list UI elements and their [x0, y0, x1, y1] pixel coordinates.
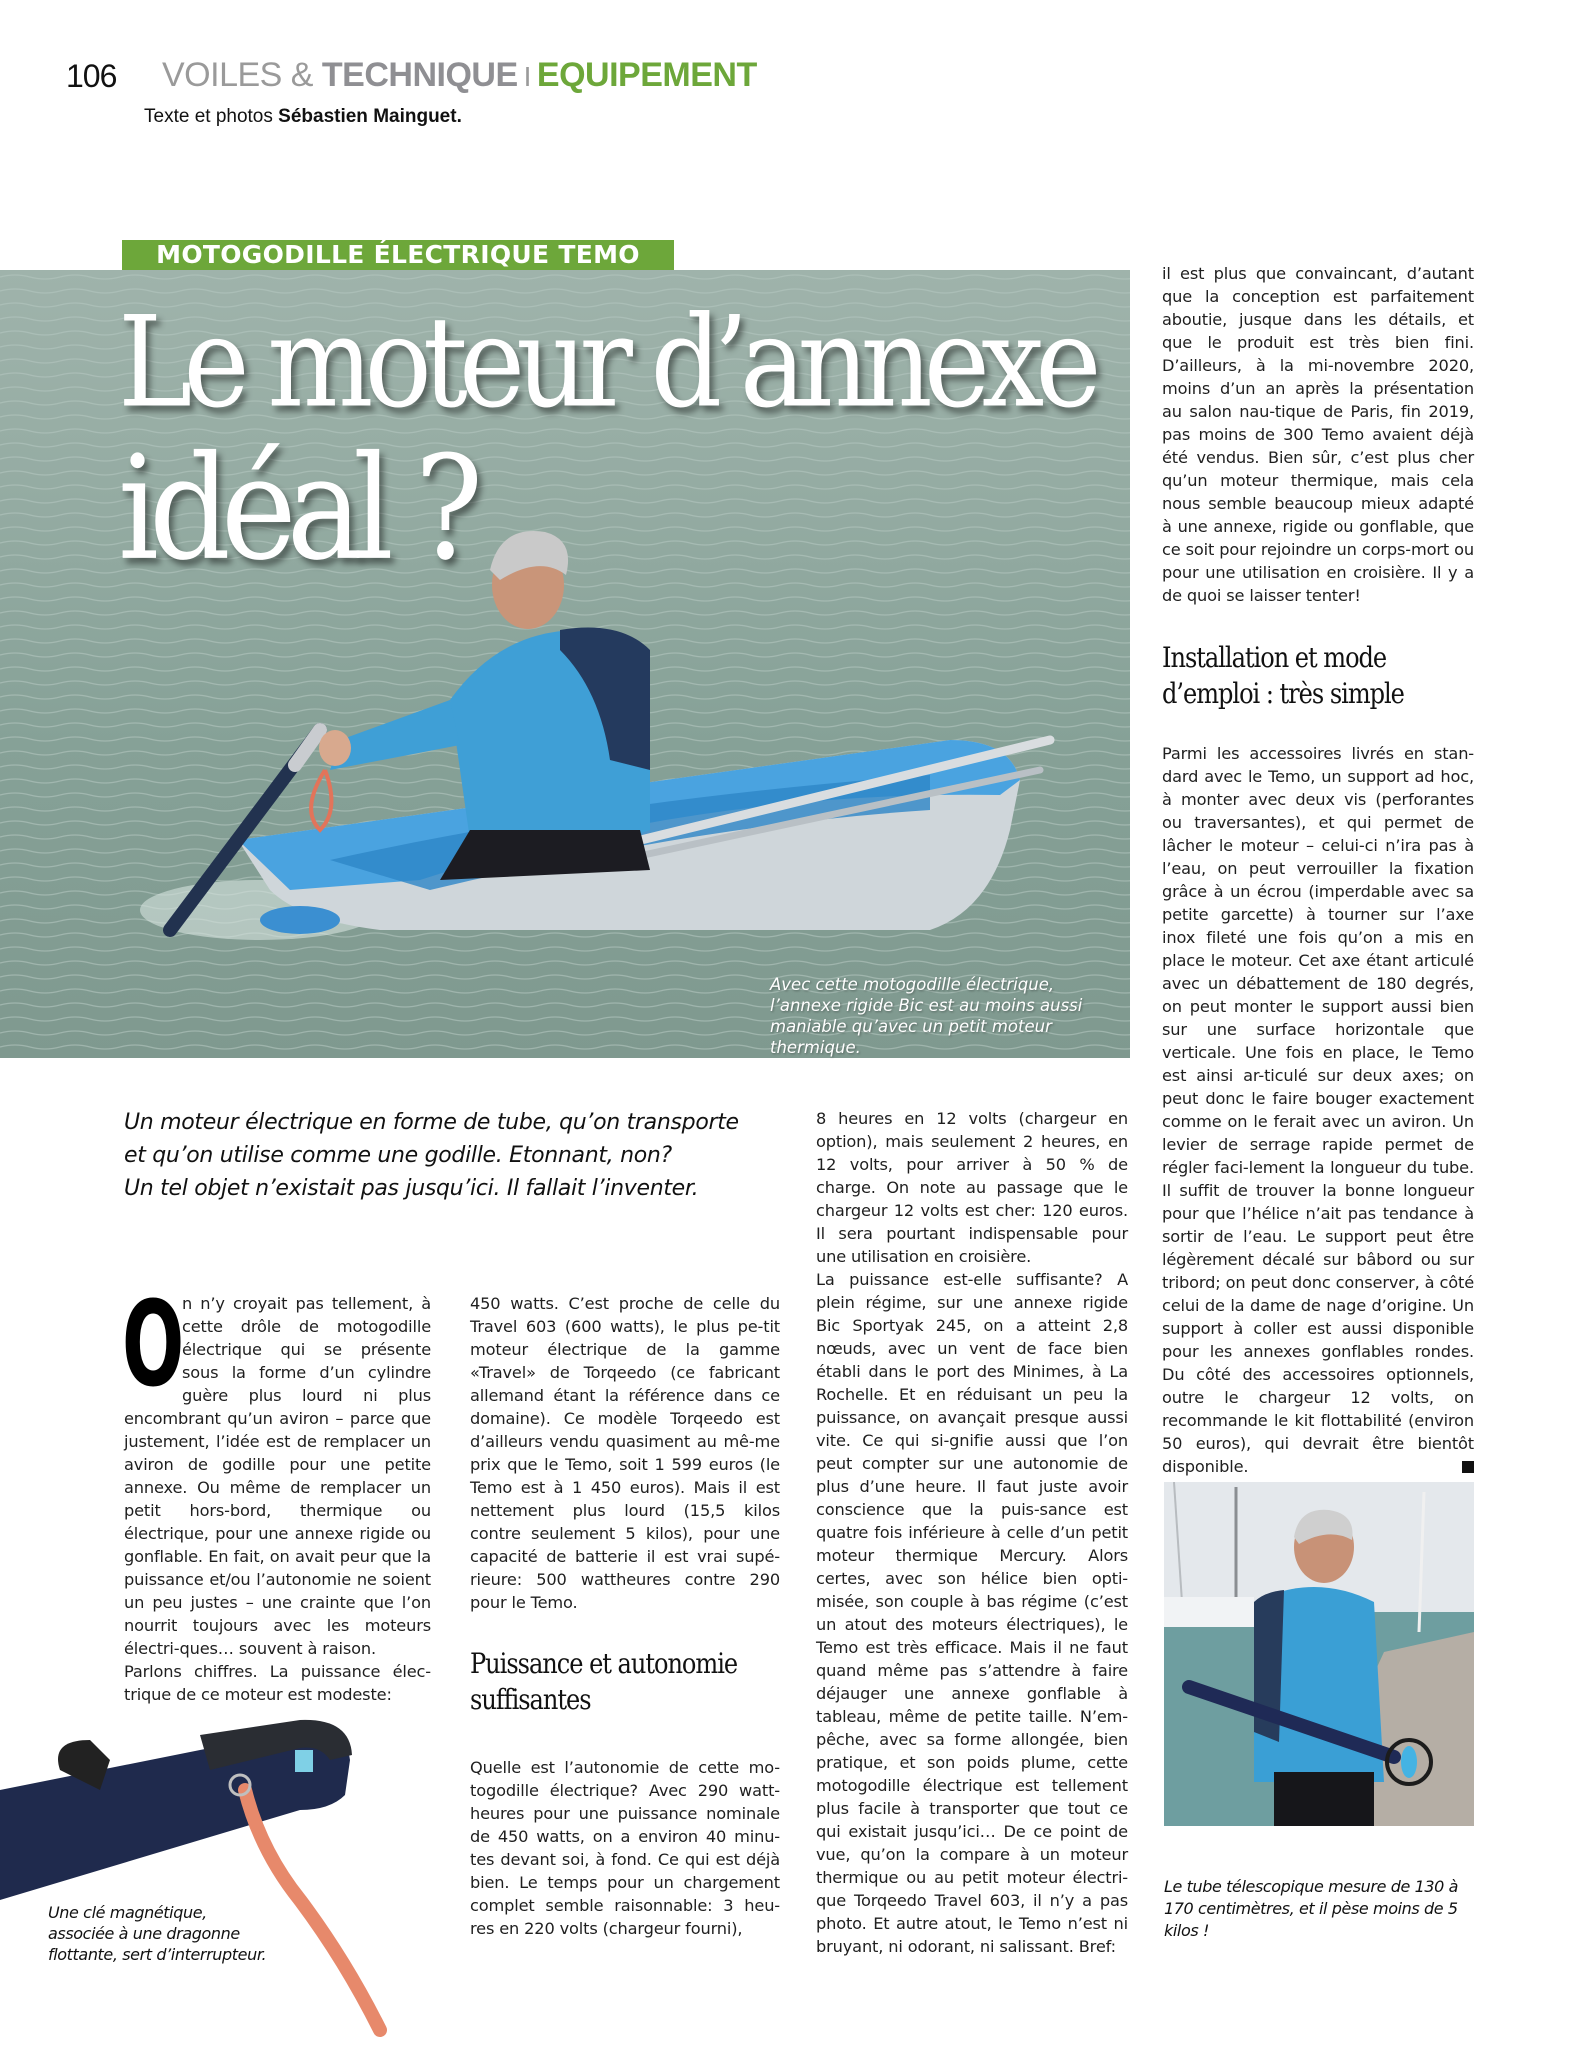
- subhead-installation: [1162, 640, 1404, 712]
- handle-photo: [0, 1700, 440, 2048]
- section-rubric: [162, 56, 757, 95]
- body-paragraph: 450 watts. C’est proche de celle du Travel 603 (600 watts), le plus pe-tit moteur électrique de la gamme «Travel» de Torqeedo (ce fabricant allemand étant la référence dans ce domaine). Ce modèle Torqeedo est d’ailleurs vendu quasiment au mê-me prix que le Temo, soit 1 599 euros (le Temo est à 1 450 euros). Mais il est nettement plus lourd (15,5 kilos contre seulement 5 kilos), pour une capacité de batterie il est vrai supé-rieure: 500 wattheures contre 290 pour le Temo.: [470, 1294, 780, 1612]
- trousers: [1274, 1772, 1374, 1826]
- rubric-magazine: VOILES &: [162, 56, 322, 94]
- rubric-section: EQUIPEMENT: [536, 56, 757, 94]
- subhead-line: suffisantes: [470, 1683, 591, 1716]
- handle-photo-caption: Une clé magnétique, associée à une dragonne flottante, sert d’interrupteur.: [48, 1903, 267, 1964]
- article-column-1: [122, 1275, 431, 1706]
- kicker-banner: MOTOGODILLE ÉLECTRIQUE TEMO: [122, 240, 674, 270]
- propeller: [260, 906, 340, 934]
- marina-portrait-illustration: [1164, 1482, 1474, 1826]
- hand: [319, 730, 351, 766]
- subhead-line: Puissance et autonomie: [470, 1647, 738, 1680]
- rubric-technique: TECHNIQUE: [321, 56, 518, 94]
- body-paragraph: 8 heures en 12 volts (chargeur en option), mais seulement 2 heures, en 12 volts, pour arriver à 50 % de charge. On note au passage que le chargeur 12 volts est cher: 120 euros. Il sera pourtant indispensable pour une utilisation en croisière.: [816, 1109, 1128, 1266]
- body-text: Parmi les accessoires livrés en stan-dard avec le Temo, un support ad hoc, à monter avec deux vis (perforantes ou traversantes), et qui permet de lâcher le moteur – celui-ci n’ira pas à l’eau, on peut verrouiller la fixation grâce à un écrou (imperdable avec sa petite garcette) à tourner sur l’axe inox fileté une fois qu’on a mis en place le moteur. Cet axe étant articulé avec un débattement de 180 degrés, on peut monter le support aussi bien sur une surface horizontale que verticale. Une fois en place, le Temo est ainsi ar-ticulé sur deux axes; on peut donc le faire bouger exactement comme on le ferait avec un aviron. Un levier de serrage rapide permet de régler faci-lement la longueur du tube. Il suffit de trouver la bonne longueur pour que l’hélice n’ait pas tendance à sortir de l’eau. Le support peut être légèrement décalé sur bâbord ou sur tribord; on peut donc conserver, à côté celui de la dame de nage d’origine. Un support à coller est aussi disponible pour les annexes gonflables rondes. Du côté des accessoires optionnels, outre le chargeur 12 volts, on recommande le kit flottabilité (environ 50 euros), qui devrait être bientôt disponible.: [1162, 744, 1474, 1476]
- lead-line: Un moteur électrique en forme de tube, qu’on transporte: [124, 1110, 739, 1135]
- magnetic-key: [295, 1750, 313, 1772]
- byline-prefix: Texte et photos: [144, 106, 279, 127]
- portrait-photo: [1164, 1482, 1474, 1826]
- end-of-article-mark: [1462, 1461, 1474, 1473]
- article-column-2-continued: [470, 1756, 780, 1940]
- headline: [118, 289, 1093, 593]
- magnetic-key-illustration: [0, 1700, 440, 2048]
- rubric-separator: I: [523, 61, 531, 92]
- byline-author: Sébastien Mainguet.: [278, 106, 462, 127]
- body-paragraph: Quelle est l’autonomie de cette mo-togodille électrique? Avec 290 watt-heures pour une puissance nominale de 450 watts, on a environ 40 minu-tes devant soi, à fond. Ce qui est déjà bien. Le temps pour un chargement complet semble raisonnable: 3 heu-res en 220 volts (chargeur fourni),: [470, 1758, 780, 1938]
- headline-line-2: idéal ?: [118, 425, 474, 593]
- body-paragraph: [1162, 742, 1474, 1478]
- body-paragraph: Parlons chiffres. La puissance élec-trique de ce moteur est modeste:: [124, 1662, 431, 1704]
- article-column-4: [1162, 262, 1474, 607]
- hero-photo-caption: Avec cette motogodille électrique, l’annexe rigide Bic est au moins aussi maniable qu’avec un petit moteur thermique.: [770, 975, 1083, 1057]
- subhead-line: d’emploi : très simple: [1162, 677, 1404, 710]
- subhead-line: Installation et mode: [1162, 641, 1387, 674]
- subhead-puissance: [470, 1646, 737, 1718]
- drop-cap: O: [122, 1275, 185, 1413]
- article-column-3: [816, 1107, 1128, 1958]
- lead-line: et qu’on utilise comme une godille. Etonnant, non?: [124, 1143, 672, 1168]
- byline: [144, 106, 462, 128]
- body-paragraph: il est plus que convaincant, d’autant que la conception est parfaitement aboutie, jusque dans les détails, et que le produit est très bien fini. D’ailleurs, à la mi-novembre 2020, moins d’un an après la présentation au salon nau-tique de Paris, fin 2019, pas moins de 300 Temo avaient déjà été vendus. Bien sûr, c’est plus cher qu’un moteur thermique, mais cela nous semble beaucoup mieux adapté à une annexe, rigide ou gonflable, que ce soit pour rejoindre un corps-mort ou pour une utilisation en croisière. Il y a de quoi se laisser tenter!: [1162, 264, 1474, 605]
- portrait-photo-caption: Le tube télescopique mesure de 130 à 170 centimètres, et il pèse moins de 5 kilos !: [1164, 1877, 1459, 1940]
- page-number: 106: [66, 58, 117, 94]
- moored-boat: [1164, 1597, 1254, 1627]
- headline-line-1: Le moteur d’annexe: [118, 289, 1093, 436]
- propeller: [1401, 1746, 1417, 1778]
- lead-paragraph: [124, 1106, 784, 1205]
- article-column-4-continued: [1162, 742, 1474, 1478]
- lead-line: Un tel objet n’existait pas jusqu’ici. Il fallait l’inventer.: [124, 1176, 699, 1201]
- body-paragraph: n n’y croyait pas tellement, à cette drôle de motogodille électrique qui se présente sous la forme d’un cylindre guère plus lourd ni plus encombrant qu’un aviron – parce que justement, l’idée est de remplacer un aviron de godille pour une petite annexe. Ou même de remplacer un petit hors-bord, thermique ou électrique, pour une annexe rigide ou gonflable. En fait, on avait peur que la puissance et/ou l’autonomie ne soient un peu justes – une crainte que l’on nourrit toujours avec les moteurs électri-ques… souvent à raison.: [124, 1294, 431, 1658]
- body-paragraph: La puissance est-elle suffisante? A plein régime, sur une annexe rigide Bic Sportyak 245, on a atteint 2,8 nœuds, avec un vent de face bien établi dans le port des Minimes, à La Rochelle. Et en réduisant un peu la puissance, on avançait presque aussi vite. Ce qui si-gnifie aussi que l’on peut compter sur une autonomie de plus d’une heure. Il faut juste avoir conscience que la puis-sance est quatre fois inférieure à celle d’un petit moteur thermique Mercury. Alors certes, avec son hélice bien opti-misée, son couple à bas régime (c’est un atout des moteurs électriques), le Temo est très efficace. Mais il ne faut quand même pas s’attendre à faire déjauger une annexe gonflable à tableau, même de petite taille. N’em-pêche, avec sa forme allongée, bien pratique, et son poids plume, cette motogodille électrique est tellement plus facile à transporter que tout ce qui existait jusqu’ici… De ce point de vue, qu’on la compare à un moteur thermique ou au petit moteur électri-que Torqeedo Travel 603, il n’y a pas photo. Et autre atout, le Temo n’est ni bruyant, ni odorant, ni salissant. Bref:: [816, 1270, 1128, 1956]
- article-column-2: [470, 1292, 780, 1614]
